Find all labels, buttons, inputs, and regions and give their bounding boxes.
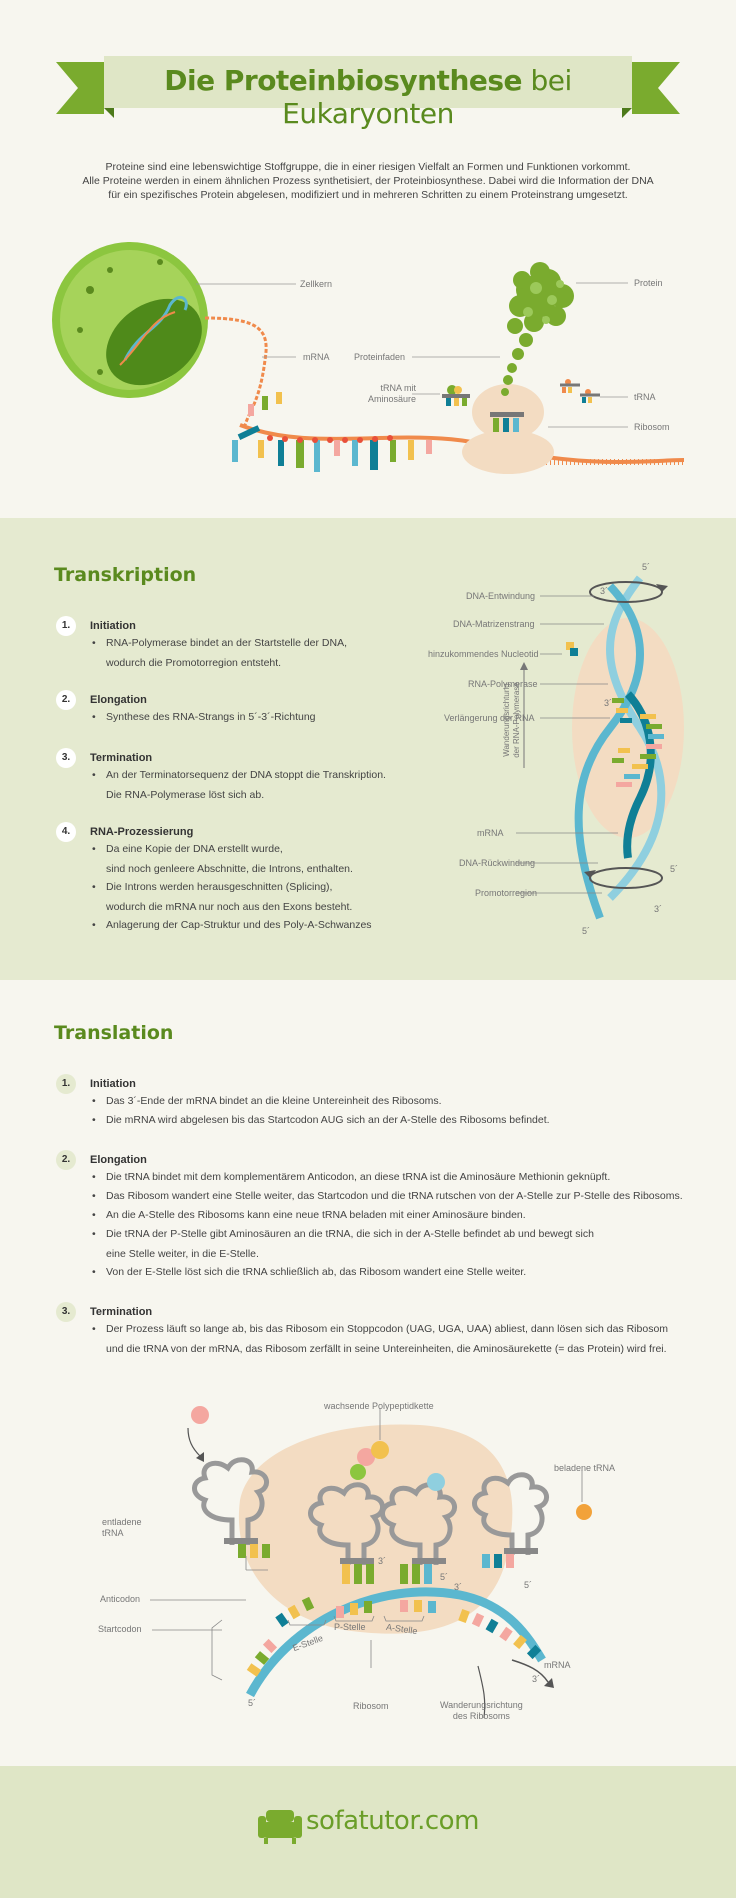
label-wanderungsrichtung: Wanderungsrichtung des Ribosoms — [440, 1700, 523, 1721]
label-dna-entwindung: DNA-Entwindung — [466, 591, 536, 601]
step-number: 2. — [56, 690, 76, 710]
label-beladene-trna: beladene tRNA — [554, 1463, 616, 1473]
label-wachsende-polypeptidkette: wachsende Polypeptidkette — [324, 1401, 434, 1411]
label-protein: Protein — [634, 278, 663, 288]
bullet: • Die tRNA bindet mit dem komplementärem Anticodon, an diese tRNA ist die Aminosäure Methionin geknüpft. — [106, 1168, 610, 1187]
page-title: Die Proteinbiosynthese bei Eukaryonten — [164, 64, 572, 130]
end-label: 5´ — [440, 1572, 449, 1582]
bullet-continuation: eine Stelle weiter, in die E-Stelle. — [106, 1248, 259, 1260]
label-a-stelle: A-Stelle — [385, 1621, 419, 1637]
end-label: 3´ — [454, 1582, 463, 1592]
bullet: • Synthese des RNA-Strangs in 5´-3´-Richtung — [106, 708, 316, 727]
end-label: 5´ — [642, 562, 651, 572]
end-label: 3´ — [378, 1556, 387, 1566]
label-proteinfaden: Proteinfaden — [354, 352, 406, 362]
label-entladene-trna: entladene tRNA — [102, 1517, 142, 1538]
label-dna-matrizenstrang: DNA-Matrizenstrang — [453, 619, 535, 629]
transkription-diagram — [0, 518, 736, 980]
translation-section — [0, 980, 736, 1766]
label-p-stelle: P-Stelle — [334, 1622, 366, 1632]
bullet-continuation: wodurch die mRNA nur noch aus den Exons besteht. — [106, 901, 353, 913]
bullet-continuation: und die tRNA von der mRNA, das Ribosom zerfällt in seine Untereinheiten, die Aminosäurekette (= das Protein) wird frei. — [106, 1343, 667, 1355]
step-number: 3. — [56, 1302, 76, 1322]
translation-diagram — [0, 980, 736, 1766]
label-promotorregion: Promotorregion — [475, 888, 538, 898]
label-mrna: mRNA — [303, 352, 330, 362]
label-dna-rueckwindung: DNA-Rückwindung — [459, 858, 536, 868]
label-anticodon: Anticodon — [100, 1594, 141, 1604]
label-ribosom: Ribosom — [634, 422, 670, 432]
end-label: 5´ — [582, 926, 591, 936]
step-number: 1. — [56, 616, 76, 636]
step-heading: RNA-Prozessierung — [90, 826, 194, 838]
bullet-continuation: sind noch genleere Abschnitte, die Introns, enthalten. — [106, 863, 353, 875]
bullet: • Anlagerung der Cap-Struktur und des Poly-A-Schwanzes — [106, 916, 372, 935]
step-number: 3. — [56, 748, 76, 768]
bullet-continuation: Die RNA-Polymerase löst sich ab. — [106, 789, 265, 801]
step-heading: Initiation — [90, 620, 136, 632]
end-label: 3´ — [604, 698, 613, 708]
step-heading: Termination — [90, 1306, 153, 1318]
bullet: • Die Introns werden herausgeschnitten (Splicing), — [106, 878, 332, 897]
intro-text: Proteine sind eine lebenswichtige Stoffgruppe, die in einer riesigen Vielfalt an Formen und Funktionen vorkommt. Alle Proteine werden in einem ähnlichen Prozess synthetisiert, der Proteinbiosynthese. Dabei wird die Information der DNA für ein spezifisches Protein abgelesen, modifiziert und in mehreren Schritten zu einem Proteinstrang umgesetzt. — [82, 161, 654, 201]
step-heading: Termination — [90, 752, 153, 764]
step-heading: Elongation — [90, 1154, 147, 1166]
bullet: • Die tRNA der P-Stelle gibt Aminosäuren an die tRNA, die sich in der A-Stelle befindet ab und bewegt sich — [106, 1225, 594, 1244]
label-trna-mit: tRNA mit Aminosäure — [368, 383, 417, 404]
label-trna: tRNA — [634, 392, 656, 402]
step-number: 1. — [56, 1074, 76, 1094]
label-zellkern: Zellkern — [300, 279, 333, 289]
overview-illustration — [0, 0, 736, 518]
transkription-title: Transkription — [54, 564, 197, 586]
translation-title: Translation — [54, 1022, 174, 1044]
bullet-continuation: wodurch die Promotorregion entsteht. — [106, 657, 282, 669]
step-number: 4. — [56, 822, 76, 842]
end-label: 3´ — [600, 586, 609, 596]
transkription-section — [0, 518, 736, 980]
bullet: • An die A-Stelle des Ribosoms kann eine neue tRNA beladen mit einer Aminosäure binden. — [106, 1206, 526, 1225]
label-wanderungsrichtung: Wanderungsrichtung der RNA-Polymerase — [502, 682, 521, 758]
label-mrna: mRNA — [477, 828, 504, 838]
end-label: 3´ — [532, 1674, 541, 1684]
label-ribosom: Ribosom — [353, 1701, 389, 1711]
step-heading: Elongation — [90, 694, 147, 706]
label-rna-polymerase: RNA-Polymerase — [468, 679, 538, 689]
bullet: • An der Terminatorsequenz der DNA stoppt die Transkription. — [106, 766, 386, 785]
label-verlaengerung-rna: Verlängerung der RNA — [444, 713, 535, 723]
end-label: 5´ — [524, 1580, 533, 1590]
bullet: • RNA-Polymerase bindet an der Startstelle der DNA, — [106, 634, 347, 653]
intro-section — [0, 0, 736, 518]
label-e-stelle: E-Stelle — [291, 1632, 325, 1654]
bullet: • Von der E-Stelle löst sich die tRNA schließlich ab, das Ribosom wandert eine Stelle weiter. — [106, 1263, 526, 1282]
bullet: • Das Ribosom wandert eine Stelle weiter, das Startcodon und die tRNA rutschen von der A-Stelle zur P-Stelle des Ribosoms. — [106, 1187, 683, 1206]
end-label: 5´ — [670, 864, 679, 874]
label-hinzukommendes-nucleotid: hinzukommendes Nucleotid — [428, 649, 539, 659]
bullet: • Die mRNA wird abgelesen bis das Startcodon AUG sich an der A-Stelle des Ribosoms befindet. — [106, 1111, 550, 1130]
step-number: 2. — [56, 1150, 76, 1170]
footer-logo[interactable]: sofatutor.com — [306, 1806, 479, 1836]
label-startcodon: Startcodon — [98, 1624, 142, 1634]
footer — [0, 1766, 736, 1898]
bullet: • Da eine Kopie der DNA erstellt wurde, — [106, 840, 283, 859]
bullet: • Der Prozess läuft so lange ab, bis das Ribosom ein Stoppcodon (UAG, UGA, UAA) abliest, dann lösen sich das Ribosom — [106, 1320, 668, 1339]
bullet: • Das 3´-Ende der mRNA bindet an die kleine Untereinheit des Ribosoms. — [106, 1092, 442, 1111]
end-label: 3´ — [654, 904, 663, 914]
end-label: 5´ — [248, 1698, 257, 1708]
label-mrna: mRNA — [544, 1660, 571, 1670]
step-heading: Initiation — [90, 1078, 136, 1090]
